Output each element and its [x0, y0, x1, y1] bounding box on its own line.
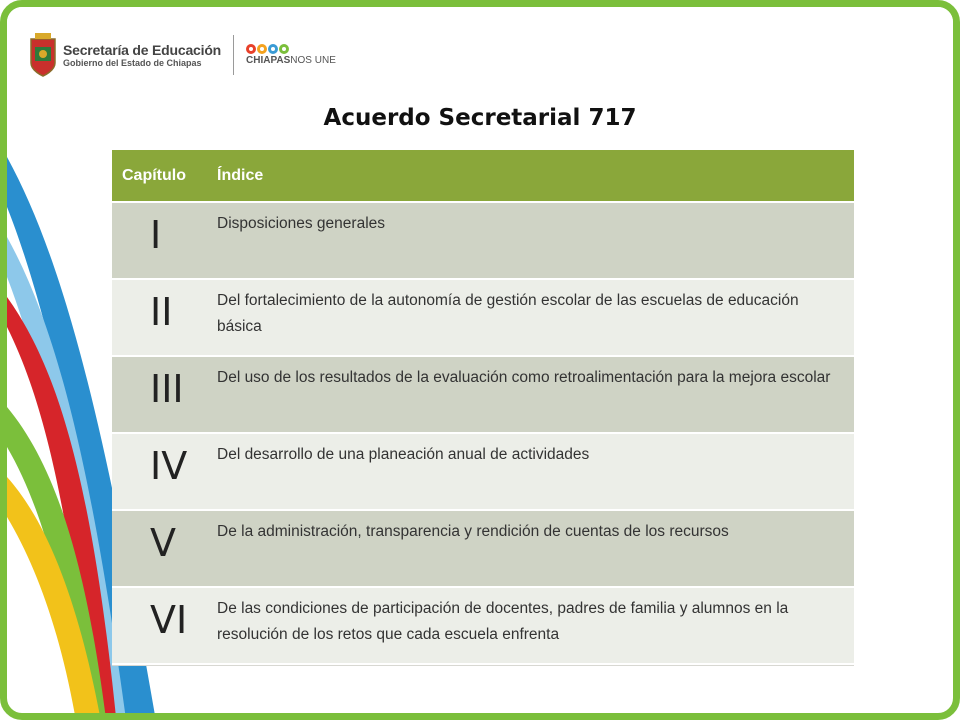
coat-of-arms-icon — [29, 33, 57, 77]
secretaria-title: Secretaría de Educación — [63, 42, 222, 58]
header-chapter: Capítulo — [122, 166, 186, 184]
chiapas-rest: NOS UNE — [290, 55, 336, 66]
table-row — [112, 203, 854, 280]
header-index: Índice — [217, 166, 264, 184]
chapter-number: IV — [150, 444, 188, 488]
chapter-description: Disposiciones generales — [217, 215, 386, 232]
chiapas-logo — [246, 44, 336, 66]
chiapas-bold: CHIAPAS — [246, 55, 291, 66]
chapter-description: Del desarrollo de una planeación anual de actividades — [217, 446, 590, 463]
rings-icon — [246, 44, 289, 54]
chapter-number: VI — [150, 598, 188, 642]
chapter-number: III — [150, 367, 184, 411]
logo-block — [29, 31, 336, 79]
table-header — [112, 150, 854, 203]
secretaria-subtitle: Gobierno del Estado de Chiapas — [63, 58, 202, 68]
logo-divider — [233, 35, 234, 75]
table-row — [112, 280, 854, 357]
chapter-number: I — [150, 213, 162, 257]
chapter-description: Del fortalecimiento de la autonomía de gestión escolar de las escuelas de educación básica — [217, 292, 799, 335]
chapter-number: II — [150, 290, 173, 334]
slide-title: Acuerdo Secretarial 717 — [323, 105, 637, 131]
ring-blue — [268, 44, 278, 54]
ring-orange — [257, 44, 267, 54]
table-row — [112, 357, 854, 434]
index-table — [112, 150, 854, 666]
chapter-description: De las condiciones de participación de docentes, padres de familia y alumnos en la resolución de los retos que cada escuela enfrenta — [217, 600, 789, 643]
ring-green — [279, 44, 289, 54]
chapter-number: V — [150, 521, 176, 565]
chiapas-slogan — [246, 55, 336, 66]
table-row — [112, 511, 854, 588]
table-row — [112, 588, 854, 665]
chapter-description: De la administración, transparencia y rendición de cuentas de los recursos — [217, 523, 729, 540]
ring-red — [246, 44, 256, 54]
table-row — [112, 434, 854, 511]
chapter-description: Del uso de los resultados de la evaluación como retroalimentación para la mejora escolar — [217, 369, 831, 386]
